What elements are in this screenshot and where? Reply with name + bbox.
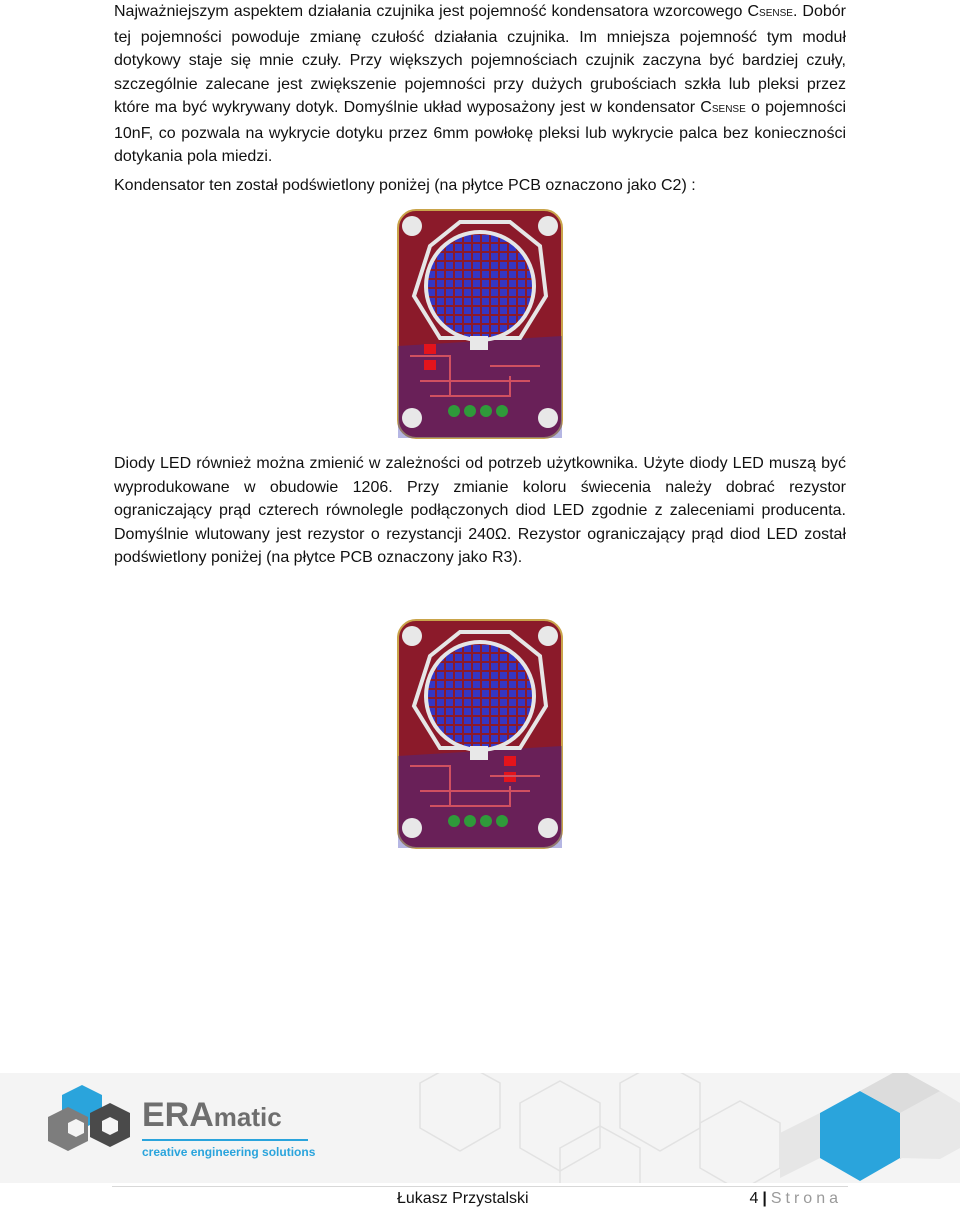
paragraph-sense-capacitor: Najważniejszym aspektem działania czujnika jest pojemność kondensatora wzorcowego CSENSE. Dobór tej pojemności powoduje zmianę czułość działania czujnika. Im mniejsza pojemność tym moduł dotykowy staje się mnie czuły. Przy większych pojemnościach czujnik zaczyna być bardziej czuły, szczególnie zalecane jest zwiększenie pojemności przy dużych grubościach szkła lub pleksi przez które ma być wykrywany dotyk. Domyślnie układ wyposażony jest w kondensator CSENSE o pojemności 10nF, co pozwala na wykrycie dotyku przez 6mm powłokę pleksi lub wykrycie palca bez konieczności dotykania pola miedzi. (114, 3, 847, 165)
page-footer (112, 1186, 848, 1211)
pcb-image-r3 (390, 616, 570, 852)
paragraph-capacitor-highlight: Kondensator ten został podświetlony poniżej (na płytce PCB oznaczono jako C2) : (114, 177, 696, 194)
pcb-image-c2 (390, 206, 570, 442)
logo-band (0, 1073, 960, 1183)
footer-author: Łukasz Przystalski (397, 1190, 529, 1207)
brand-tagline: creative engineering solutions (142, 1145, 316, 1159)
eramatic-logo-icon (40, 1083, 140, 1163)
footer-page-number: 4 | Strona (749, 1190, 842, 1207)
paragraph-led-resistor: Diody LED również można zmienić w zależności od potrzeb użytkownika. Użyte diody LED muszą być wyprodukowane w obudowie 1206. Przy zmianie koloru świecenia należy dobrać rezystor ograniczający prąd czterech równolegle podłączonych diod LED zgodnie z zaleceniami producenta. Domyślnie wlutowany jest rezystor o rezystancji 240Ω. Rezystor ograniczający prąd diod LED został podświetlony poniżej (na płytce PCB oznaczony jako R3). (114, 455, 846, 566)
brand-name: ERAmatic (142, 1096, 282, 1134)
logo-underline (142, 1139, 308, 1141)
